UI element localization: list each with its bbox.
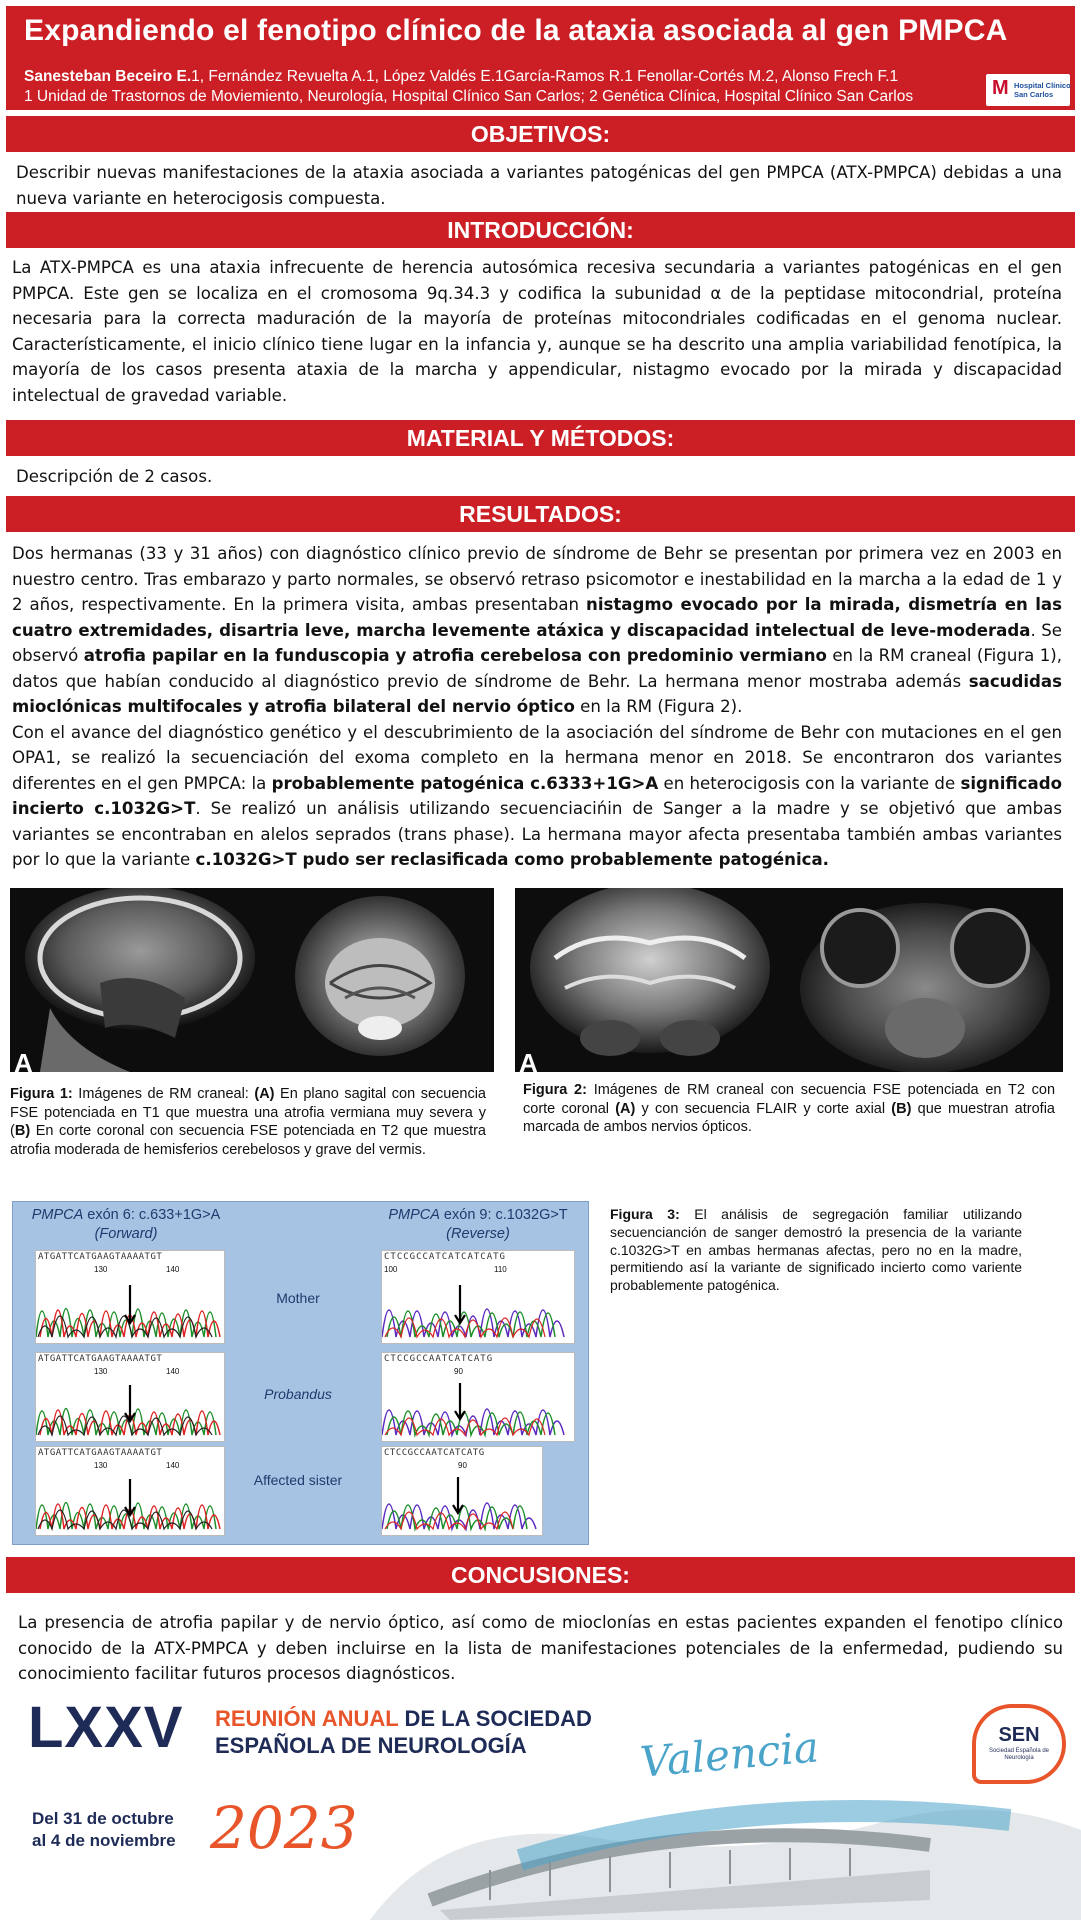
chromatogram-left-probandus: ATGATTCATGAAGTAAAATGT 130 140 xyxy=(35,1352,225,1442)
hospital-logo-mark: M xyxy=(992,77,1009,99)
resultados-text xyxy=(12,541,1062,873)
section-heading-objetivos: OBJETIVOS: xyxy=(6,116,1075,152)
figure-1-caption: Figura 1: Imágenes de RM craneal: (A) En plano sagital con secuencia FSE potenciada en T1 que muestra una atrofia vermiana muy severa y (B) En corte coronal con secuencia FSE potenciada en T2 que muestra atrofia moderada de hemisferios cerebelosos y grave del vermis. xyxy=(10,1086,486,1158)
row-label-probandus: Probandus xyxy=(264,1386,332,1402)
conclusiones-text: La presencia de atrofia papilar y de nervio óptico, así como de mioclonías en estas pacientes expanden el fenotipo clínico conocido de la ATX-PMPCA y deben incluirse en la lista de manifestaciones potenciales de la enfermedad, pudiendo su conocimiento facilitar futuros procesos diagnósticos. xyxy=(18,1613,1063,1683)
affiliations-line: 1 Unidad de Trastornos de Moviemiento, Neurología, Hospital Clínico San Carlos; 2 Genética Clínica, Hospital Clínico San Carlos xyxy=(24,88,914,105)
authors-line xyxy=(24,68,898,86)
sen-logo xyxy=(972,1704,1066,1784)
section-heading-introduccion: INTRODUCCIÓN: xyxy=(6,212,1075,248)
row-label-affected-sister: Affected sister xyxy=(253,1472,343,1488)
figure-3-sanger-panel xyxy=(12,1201,589,1545)
congress-roman-numeral: LXXV xyxy=(28,1695,184,1760)
objetivos-text: Describir nuevas manifestaciones de la ataxia asociada a variantes patogénicas del gen PMPCA (ATX-PMPCA) debidas a una nueva variante en heterocigosis compuesta. xyxy=(16,163,1062,208)
sen-logo-subtitle: Sociedad Española de Neurología xyxy=(988,1748,1050,1761)
hospital-logo-line1: Hospital Clínico xyxy=(1014,81,1071,90)
first-author: Sanesteban Beceiro E. xyxy=(24,68,192,85)
figure-3-caption: Figura 3: El análisis de segregación familiar utilizando secuencianción de sanger demostró la presencia de la variante c.1032G>T en ambas hermanas afectas, pero no en la madre, permitiendo así la variante de significado incierto como variente probablemente patogénica. xyxy=(610,1206,1022,1294)
sen-logo-text: SEN xyxy=(998,1724,1040,1746)
congress-city: Valencia xyxy=(638,1722,821,1787)
congress-year: 2023 xyxy=(210,1794,358,1862)
chromatogram-right-mother: CTCCGCCATCATCATCATG 100 110 xyxy=(381,1250,575,1344)
left-sequence-title: PMPCA exón 6: c.633+1G>A (Forward) xyxy=(31,1207,221,1242)
section-heading-resultados: RESULTADOS: xyxy=(6,496,1075,532)
hospital-logo xyxy=(986,74,1070,106)
right-sequence-title: PMPCA exón 9: c.1032G>T (Reverse) xyxy=(388,1207,568,1242)
congress-name-line2: ESPAÑOLA DE NEUROLOGÍA xyxy=(215,1733,527,1758)
congress-footer xyxy=(0,1690,1081,1920)
hospital-logo-line2: San Carlos xyxy=(1014,90,1054,99)
figure-1-mri-image xyxy=(10,888,494,1072)
section-heading-material: MATERIAL Y MÉTODOS: xyxy=(6,420,1075,456)
figure-1-mri-drawing xyxy=(10,888,494,1072)
figure-1-panel-label: A xyxy=(14,1048,33,1072)
row-label-mother: Mother xyxy=(276,1290,320,1306)
resultados-paragraph-1: Dos hermanas (33 y 31 años) con diagnóstico clínico previo de síndrome de Behr se presentan por primera vez en 2003 en nuestro centro. Tras embarazo y parto normales, se observó retraso psicomotor e inestabilidad en la marcha a la edad de 1 y 2 años, respectivamente. En la primera visita, ambas presentaban nistagmo evocado por la mirada, dismetría en las cuatro extremidades, disartria leve, marcha levemente atáxica y discapacidad intelectual de leve-moderada. Se observó atrofia papilar en la funduscopia y atrofia cerebelosa con predominio vermiano en la RM craneal (Figura 1), datos que habían conducido al diagnóstico previo de síndrome de Behr. La hermana menor mostraba además sacudidas mioclónicas multifocales y atrofia bilateral del nervio óptico en la RM (Figura 2). xyxy=(12,544,1063,716)
figure-2-panel-label: A xyxy=(519,1048,538,1072)
poster-title: Expandiendo el fenotipo clínico de la ataxia asociada al gen PMPCA xyxy=(24,14,1008,47)
authors-rest: 1, Fernández Revuelta A.1, López Valdés E.1García-Ramos R.1 Fenollar-Cortés M.2, Alonso Frech F.1 xyxy=(191,68,899,85)
chromatogram-left-mother: ATGATTCATGAAGTAAAATGT 130 140 xyxy=(35,1250,225,1344)
material-text: Descripción de 2 casos. xyxy=(16,467,213,486)
figure-2-mri-image xyxy=(515,888,1063,1072)
poster-header xyxy=(6,6,1075,110)
introduccion-text: La ATX-PMPCA es una ataxia infrecuente de herencia autosómica recesiva secundaria a variantes patogénicas en el gen PMPCA. Este gen se localiza en el cromosoma 9q.34.3 y codifica la subunidad α de la peptidase mitocondrial, proteína necesaria para la correcta maduración de la mayoría de proteínas mitocondriales codificadas en el genoma nuclear. Característicamente, el inicio clínico tiene lugar en la infancia y, aunque se ha descrito una amplia variabilidad fenotípica, la mayoría de los casos presenta ataxia de la marcha y appendicular, nistagmo evocado por la mirada y discapacidad intelectual de gravedad variable. xyxy=(12,258,1062,405)
section-heading-conclusiones: CONCUSIONES: xyxy=(6,1557,1075,1593)
figure-2-caption: Figura 2: Imágenes de RM craneal con secuencia FSE potenciada en T2 con corte coronal (A) y con secuencia FLAIR y corte axial (B) que muestran atrofia marcada de ambos nervios ópticos. xyxy=(523,1082,1056,1135)
figure-2-mri-drawing xyxy=(515,888,1063,1072)
congress-dates: Del 31 de octubre al 4 de noviembre xyxy=(32,1809,176,1850)
chromatogram-right-affected-sister: CTCCGCCAATCATCATG 90 xyxy=(381,1446,543,1536)
chromatogram-right-probandus: CTCCGCCAATCATCATG 90 xyxy=(381,1352,575,1442)
congress-name-line1: REUNIÓN ANUAL DE LA SOCIEDAD xyxy=(215,1706,592,1731)
chromatogram-left-affected-sister: ATGATTCATGAAGTAAAATGT 130 140 xyxy=(35,1446,225,1536)
resultados-paragraph-2: Con el avance del diagnóstico genético y el descubrimiento de la asociación del síndrome de Behr con mutaciones en el gen OPA1, se realizó la secuenciación del exoma completo en la hermana menor en 2018. Se encontraron dos variantes diferentes en el gen PMPCA: la probablemente patogénica c.6333+1G>A en heterocigosis con la variante de significado incierto c.1032G>T. Se realizó un análisis utilizando secuenciacińin de Sanger a la madre y se objetivó que ambas variantes se encontraban en alelos seprados (trans phase). La hermana mayor afecta presentaba también ambas variantes por lo que la variante c.1032G>T pudo ser reclasificada como probablemente patogénica. xyxy=(12,722,1062,869)
